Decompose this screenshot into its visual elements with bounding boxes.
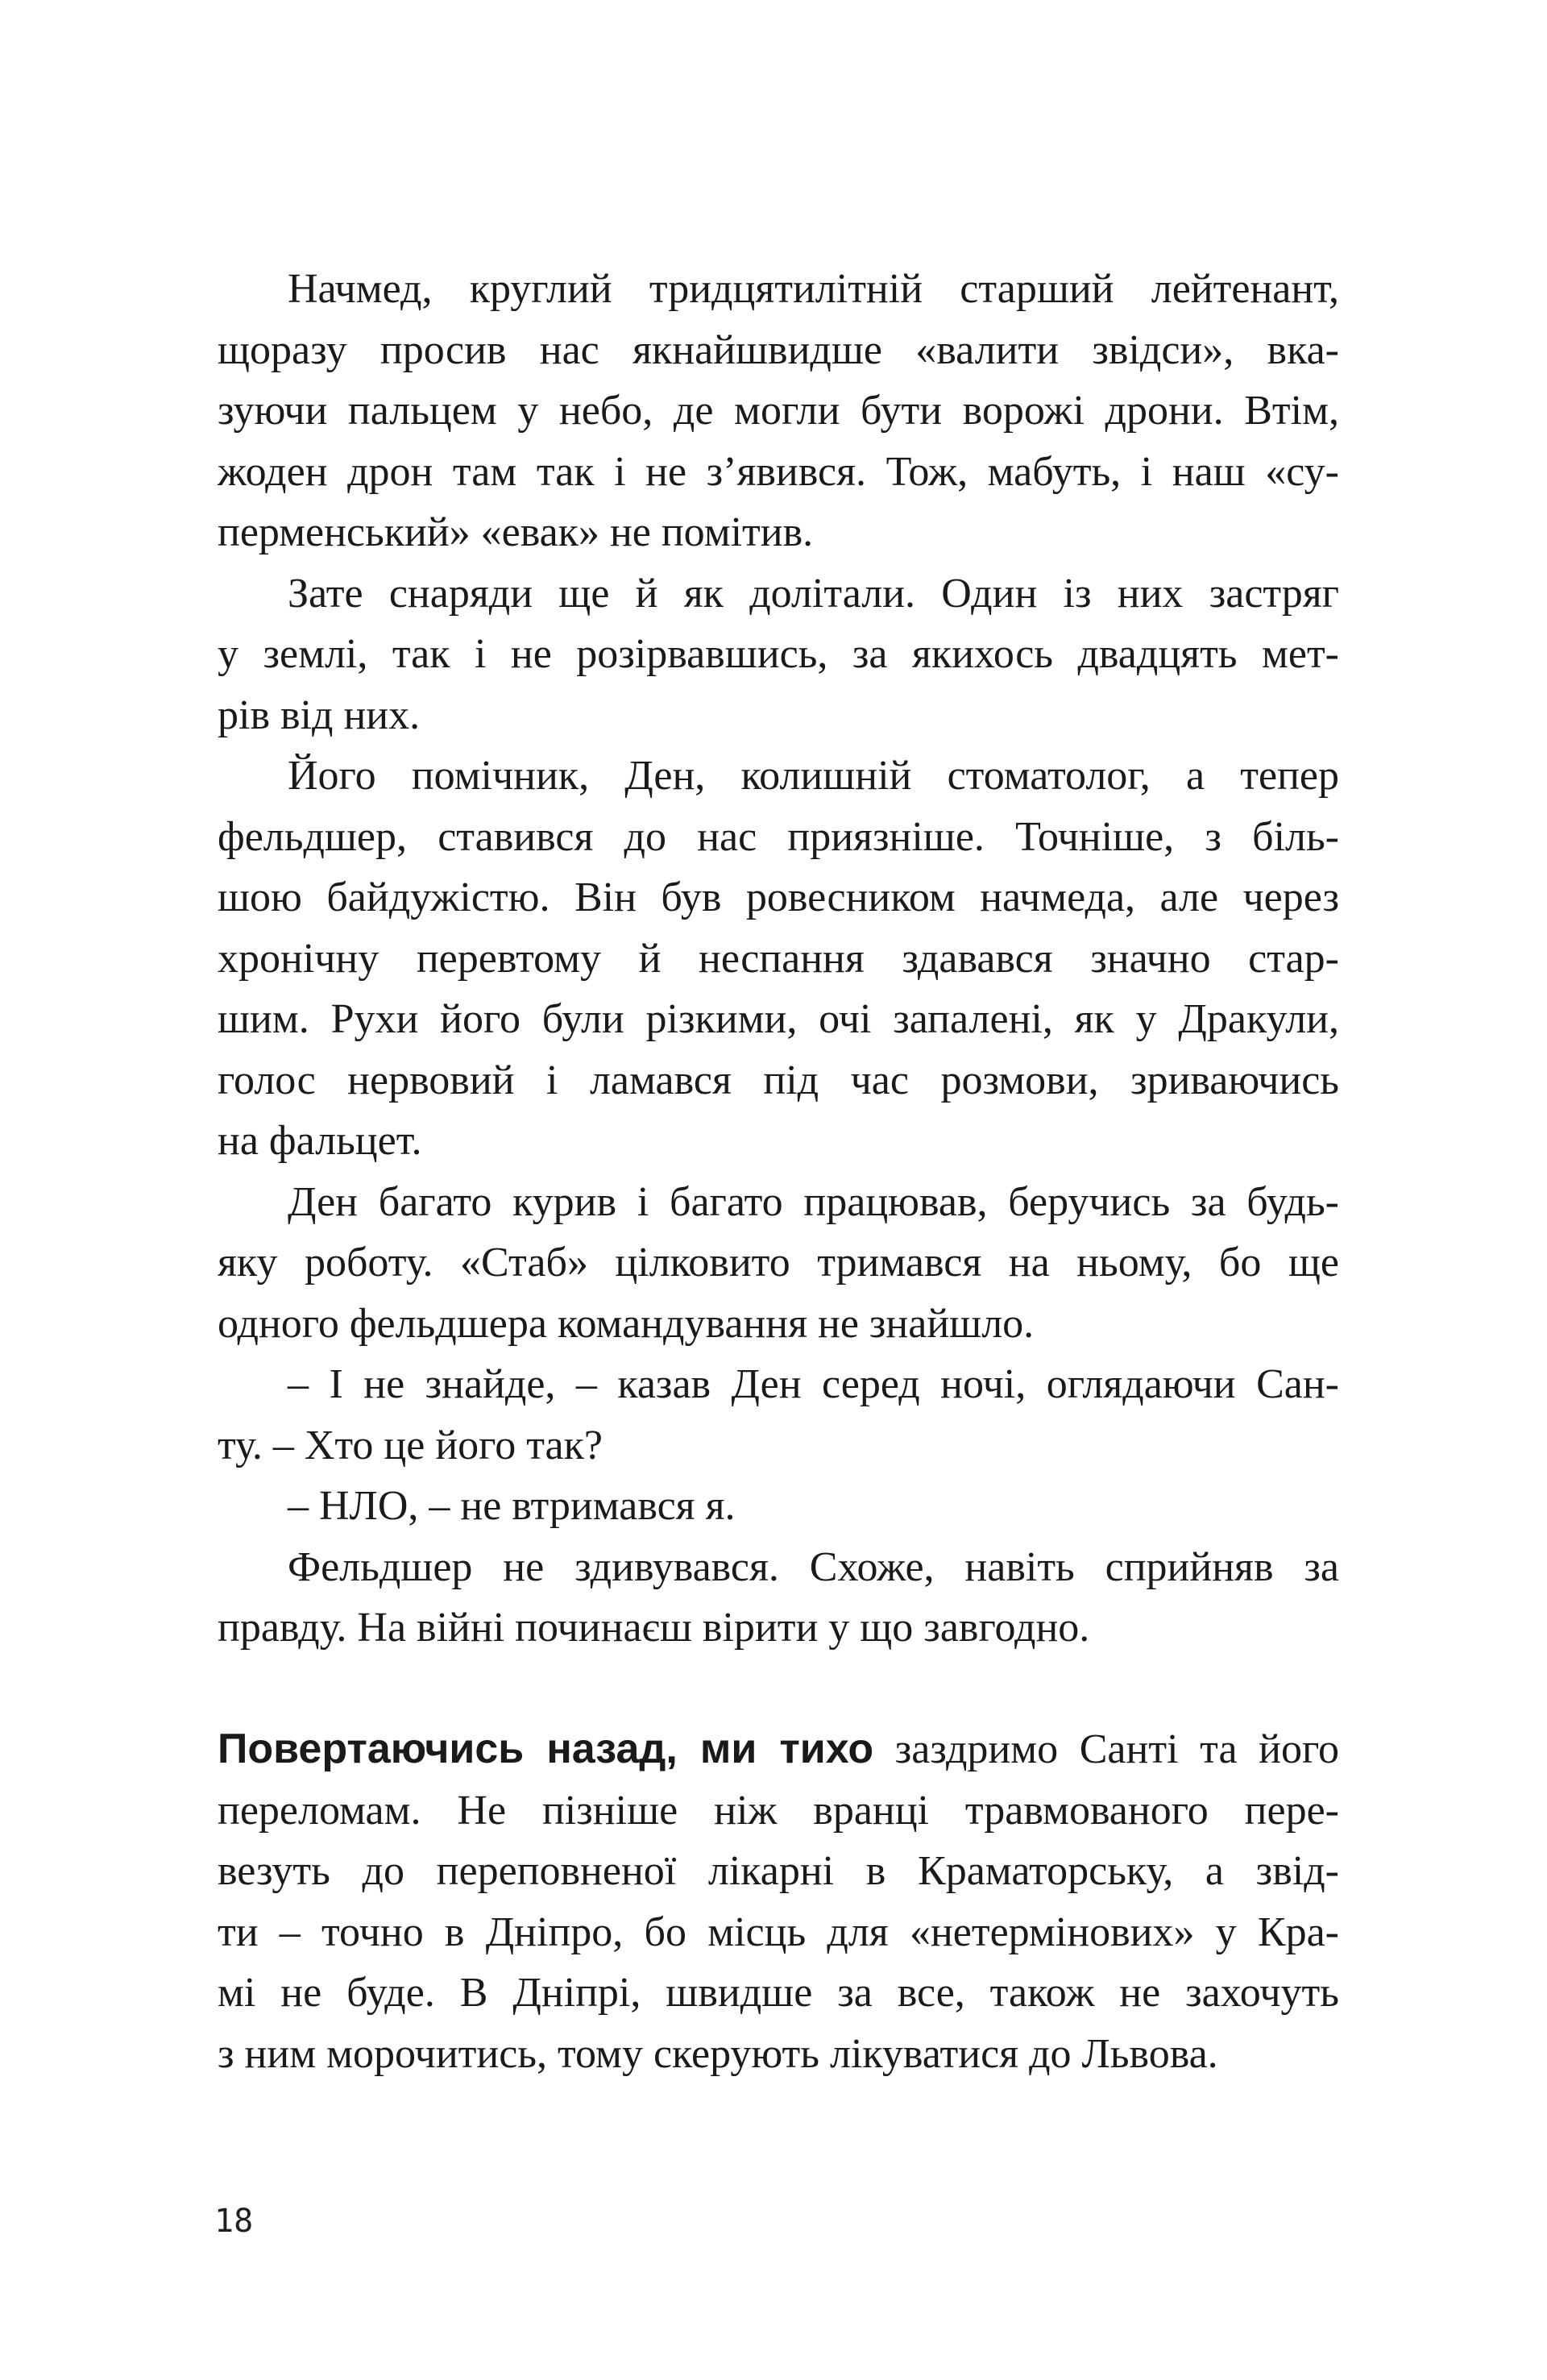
text-line: Фельдшер не здивувався. Схоже, навіть сприйняв за xyxy=(288,1543,1339,1590)
text-line: з ним морочитись, тому скерують лікуватися до Львова. xyxy=(218,2030,1218,2077)
text-line: на фальцет. xyxy=(218,1118,422,1164)
text-line: фельдшер, ставився до нас приязніше. Точніше, з біль- xyxy=(218,813,1339,860)
text-line: перменський» «евак» не помітив. xyxy=(218,509,814,555)
paragraph xyxy=(218,1172,1339,1355)
text-line: Його помічник, Ден, колишній стоматолог, а тепер xyxy=(288,753,1339,799)
text-line: яку роботу. «Стаб» цілковито тримався на ньому, бо ще xyxy=(218,1240,1339,1286)
text-line: – НЛО, – не втримався я. xyxy=(288,1483,736,1529)
text-line: ту. – Хто це його так? xyxy=(218,1422,603,1468)
text-line: у землі, так і не розірвавшись, за якихось двадцять мет- xyxy=(218,631,1339,677)
text-line: шим. Рухи його були різкими, очі запалені, як у Дракули, xyxy=(218,996,1339,1042)
text-line: переломам. Не пізніше ніж вранці травмованого пере- xyxy=(218,1787,1339,1834)
paragraph xyxy=(218,259,1339,563)
text-line: Ден багато курив і багато працював, беручись за будь- xyxy=(288,1178,1339,1225)
text-line: щоразу просив нас якнайшвидше «валити звідси», вка- xyxy=(218,326,1339,373)
text-line: везуть до переповненої лікарні в Краматорську, а звід- xyxy=(218,1848,1339,1894)
text-line: одного фельдшера командування не знайшло. xyxy=(218,1300,1035,1347)
text-line: жоден дрон там так і не з’явився. Тож, мабуть, і наш «су- xyxy=(218,448,1339,495)
paragraph xyxy=(218,1354,1339,1476)
text-line: Повертаючись назад, ми тихо заздримо Санті та його xyxy=(218,1726,1340,1772)
section-bold-lead: Повертаючись назад, ми тихо xyxy=(218,1726,874,1772)
paragraph xyxy=(218,746,1339,1172)
text-line: шою байдужістю. Він був ровесником начмеда, але через xyxy=(218,874,1339,920)
text-line: хронічну перевтому й неспання здавався значно стар- xyxy=(218,935,1339,982)
paragraph xyxy=(218,1476,1339,1537)
text-line: зуючи пальцем у небо, де могли бути ворожі дрони. Втім, xyxy=(218,388,1339,434)
text-line: правду. На війні починаєш вірити у що завгодно. xyxy=(218,1605,1090,1651)
paragraph xyxy=(218,1537,1339,1659)
text-line: рів від них. xyxy=(218,692,421,738)
text-line: Зате снаряди ще й як долітали. Один із них застряг xyxy=(288,570,1339,617)
text-line: голос нервовий і ламався під час розмови, зриваючись xyxy=(218,1057,1339,1103)
text-line: мі не буде. В Дніпрі, швидше за все, також не захочуть xyxy=(218,1970,1339,2016)
text-line: Начмед, круглий тридцятилітній старший лейтенант, xyxy=(288,266,1339,312)
paragraph xyxy=(218,563,1339,746)
text-line: – І не знайде, – казав Ден серед ночі, оглядаючи Сан- xyxy=(288,1361,1339,1407)
text-block xyxy=(218,259,1339,2084)
page-number: 18 xyxy=(214,2203,254,2240)
paragraph xyxy=(218,1719,1339,2084)
text-line: ти – точно в Дніпро, бо місць для «нетермінових» у Кра- xyxy=(218,1909,1339,1955)
